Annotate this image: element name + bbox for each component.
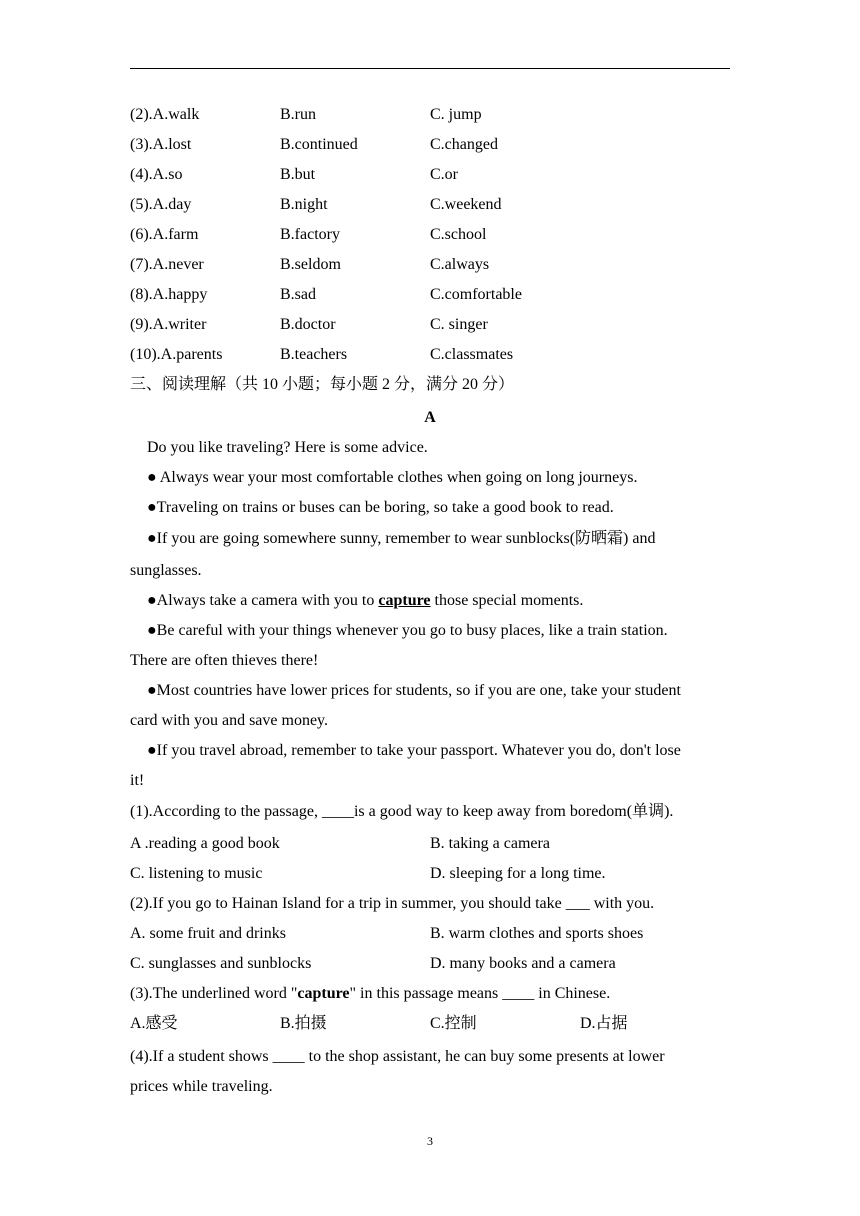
q1-option-c: C. listening to music [130, 865, 263, 882]
q1-option-d: D. sleeping for a long time. [430, 865, 606, 882]
tip-3-cont: sunglasses. [130, 562, 202, 579]
option-a: (3).A.lost [130, 136, 192, 153]
tip-3: ●If you are going somewhere sunny, remember to wear sunblocks(防晒霜) and [147, 530, 656, 547]
option-b: B.factory [280, 226, 340, 243]
option-c: C.school [430, 226, 487, 243]
question-1: (1).According to the passage, ____is a good way to keep away from boredom(单调). [130, 803, 674, 820]
option-a: (6).A.farm [130, 226, 199, 243]
option-c: C. jump [430, 106, 482, 123]
tip-7-cont: it! [130, 772, 145, 789]
tip-4-post: those special moments. [430, 592, 584, 609]
q3-option-b: B.拍摄 [280, 1015, 327, 1032]
q2-option-b: B. warm clothes and sports shoes [430, 925, 644, 942]
tip-4-pre: ●Always take a camera with you to [147, 592, 379, 609]
option-a: (4).A.so [130, 166, 183, 183]
option-b: B.but [280, 166, 316, 183]
tip-1: ● Always wear your most comfortable clothes when going on long journeys. [147, 469, 638, 486]
q3-post: " in this passage means ____ in Chinese. [349, 985, 611, 1002]
question-3 [130, 984, 610, 1004]
option-c: C.comfortable [430, 286, 522, 303]
option-c: C.classmates [430, 346, 514, 363]
q3-option-d: D.占据 [580, 1015, 628, 1032]
option-b: B.seldom [280, 256, 341, 273]
option-a: (2).A.walk [130, 106, 200, 123]
tip-5: ●Be careful with your things whenever you go to busy places, like a train station. [147, 622, 668, 639]
question-4-cont: prices while traveling. [130, 1078, 273, 1095]
option-b: B.run [280, 106, 316, 123]
option-c: C.always [430, 256, 490, 273]
q1-option-a: A .reading a good book [130, 835, 280, 852]
option-b: B.doctor [280, 316, 336, 333]
option-b: B.continued [280, 136, 358, 153]
tip-6: ●Most countries have lower prices for students, so if you are one, take your student [147, 682, 681, 699]
option-b: B.night [280, 196, 328, 213]
option-c: C.changed [430, 136, 498, 153]
tip-7: ●If you travel abroad, remember to take your passport. Whatever you do, don't lose [147, 742, 681, 759]
q3-word: capture [297, 985, 350, 1002]
header-rule [130, 68, 730, 69]
option-c: C.or [430, 166, 458, 183]
option-c: C.weekend [430, 196, 502, 213]
q3-option-c: C.控制 [430, 1015, 477, 1032]
q2-option-a: A. some fruit and drinks [130, 925, 286, 942]
q2-option-d: D. many books and a camera [430, 955, 616, 972]
option-a: (5).A.day [130, 196, 192, 213]
option-a: (7).A.never [130, 256, 204, 273]
question-4: (4).If a student shows ____ to the shop assistant, he can buy some presents at lower [130, 1048, 665, 1065]
page-number: 3 [427, 1134, 433, 1148]
underlined-word: capture [378, 592, 431, 609]
q2-option-c: C. sunglasses and sunblocks [130, 955, 312, 972]
option-c: C. singer [430, 316, 488, 333]
q1-option-b: B. taking a camera [430, 835, 550, 852]
option-a: (8).A.happy [130, 286, 208, 303]
q3-option-a: A.感受 [130, 1015, 178, 1032]
q3-pre: (3).The underlined word " [130, 985, 298, 1002]
tip-4 [147, 591, 583, 611]
question-2: (2).If you go to Hainan Island for a trip in summer, you should take ___ with you. [130, 895, 655, 912]
tip-6-cont: card with you and save money. [130, 712, 329, 729]
tip-5-cont: There are often thieves there! [130, 652, 319, 669]
passage-label: A [424, 409, 436, 426]
option-b: B.sad [280, 286, 316, 303]
tip-2: ●Traveling on trains or buses can be boring, so take a good book to read. [147, 499, 614, 516]
option-a: (9).A.writer [130, 316, 207, 333]
section-title: 三、阅读理解（共 10 小题；每小题 2 分，满分 20 分） [130, 376, 515, 393]
option-a: (10).A.parents [130, 346, 223, 363]
passage-intro: Do you like traveling? Here is some advice. [147, 439, 428, 456]
option-b: B.teachers [280, 346, 348, 363]
